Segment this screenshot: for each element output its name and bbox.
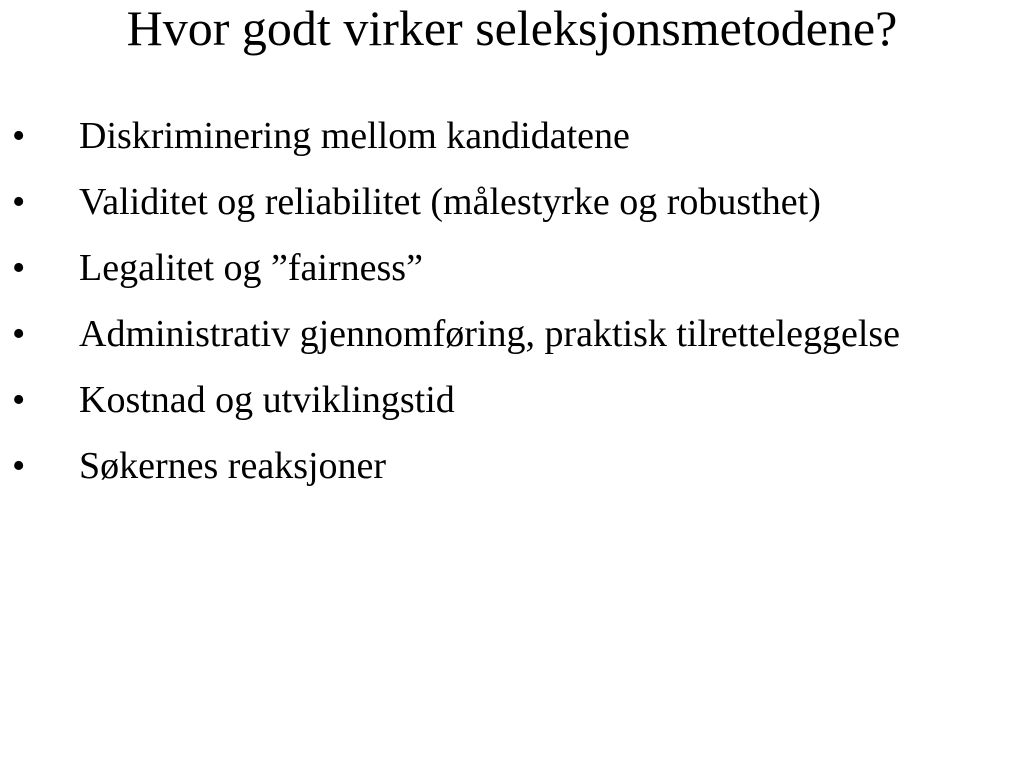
bullet-text: Administrativ gjennomføring, praktisk tilretteleggelse [79, 313, 901, 355]
bullet-marker: • [12, 247, 26, 289]
bullet-marker: • [12, 379, 26, 421]
bullet-text: Søkernes reaksjoner [79, 445, 387, 487]
bullet-marker: • [12, 115, 26, 157]
bullet-marker: • [12, 445, 26, 487]
list-item [0, 178, 1000, 226]
bullet-text: Validitet og reliabilitet (målestyrke og robusthet) [79, 181, 821, 223]
slide-title: Hvor godt virker seleksjonsmetodene? [126, 0, 898, 56]
bullet-marker: • [12, 313, 26, 355]
list-item [0, 112, 1000, 160]
list-item [0, 244, 1000, 292]
bullet-list [0, 112, 1000, 508]
bullet-text: Kostnad og utviklingstid [79, 379, 455, 421]
bullet-text: Legalitet og ”fairness” [79, 247, 423, 289]
bullet-text: Diskriminering mellom kandidatene [79, 115, 630, 157]
list-item [0, 442, 1000, 490]
list-item [0, 376, 1000, 424]
list-item [0, 310, 1000, 358]
bullet-marker: • [12, 181, 26, 223]
